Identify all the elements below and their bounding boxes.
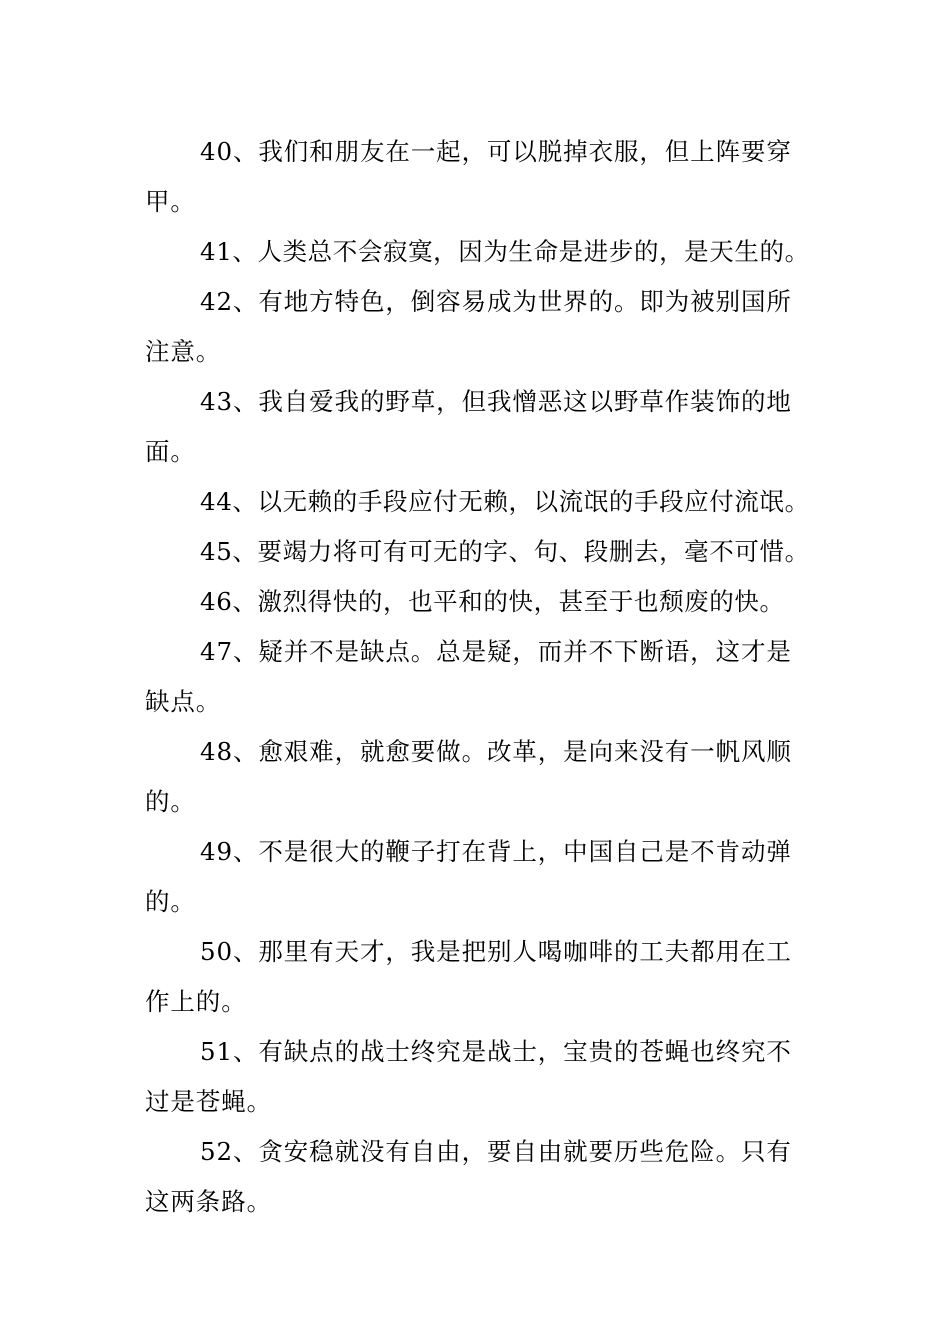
paragraph-45: 45、要竭力将可有可无的字、句、段删去，毫不可惜。 [200, 537, 810, 566]
paragraph-47: 47、疑并不是缺点。总是疑，而并不下断语，这才是缺点。 [145, 637, 792, 716]
paragraph-46: 46、激烈得快的，也平和的快，甚至于也颓废的快。 [200, 587, 785, 616]
paragraph-52: 52、贪安稳就没有自由，要自由就要历些危险。只有这两条路。 [145, 1137, 792, 1216]
paragraph-43: 43、我自爱我的野草，但我憎恶这以野草作装饰的地面。 [145, 387, 792, 466]
paragraph-48: 48、愈艰难，就愈要做。改革，是向来没有一帆风顺的。 [145, 737, 792, 816]
paragraph-41: 41、人类总不会寂寞，因为生命是进步的，是天生的。 [200, 237, 810, 266]
paragraph-44: 44、以无赖的手段应付无赖，以流氓的手段应付流氓。 [200, 487, 810, 516]
paragraph-49: 49、不是很大的鞭子打在背上，中国自己是不肯动弹的。 [145, 837, 792, 916]
paragraph-51: 51、有缺点的战士终究是战士，宝贵的苍蝇也终究不过是苍蝇。 [145, 1037, 792, 1116]
paragraph-40: 40、我们和朋友在一起，可以脱掉衣服，但上阵要穿甲。 [145, 137, 792, 216]
paragraph-50: 50、那里有天才，我是把别人喝咖啡的工夫都用在工作上的。 [145, 937, 792, 1016]
paragraph-42: 42、有地方特色，倒容易成为世界的。即为被别国所注意。 [145, 287, 792, 366]
document-body [145, 127, 810, 1227]
